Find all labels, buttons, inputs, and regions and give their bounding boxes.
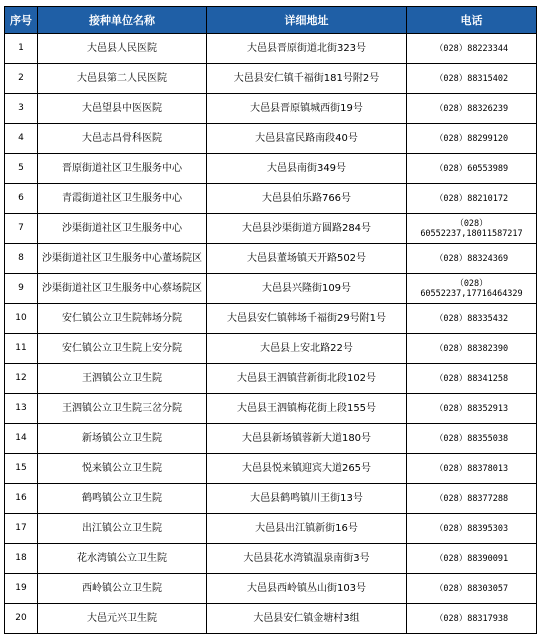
table-row [5,184,537,214]
cell-phone: （028）88324369 [407,244,537,274]
cell-address: 大邑县安仁镇韩场千福街29号附1号 [207,304,407,334]
header-site-name: 接种单位名称 [38,7,207,34]
cell-site-name: 王泗镇公立卫生院三岔分院 [38,394,207,424]
cell-address: 大邑县王泗镇营新街北段102号 [207,364,407,394]
cell-serial-number: 9 [5,274,38,304]
cell-address: 大邑县王泗镇梅花街上段155号 [207,394,407,424]
cell-phone: （028）88378013 [407,454,537,484]
cell-site-name: 出江镇公立卫生院 [38,514,207,544]
cell-serial-number: 12 [5,364,38,394]
cell-address: 大邑县悦来镇迎宾大道265号 [207,454,407,484]
cell-phone: （028）88210172 [407,184,537,214]
cell-serial-number: 13 [5,394,38,424]
table-row [5,514,537,544]
cell-site-name: 王泗镇公立卫生院 [38,364,207,394]
cell-serial-number: 17 [5,514,38,544]
cell-phone: （028）88315402 [407,64,537,94]
cell-phone: （028）88303057 [407,574,537,604]
cell-serial-number: 20 [5,604,38,634]
table-row [5,154,537,184]
table-row [5,454,537,484]
cell-serial-number: 15 [5,454,38,484]
cell-address: 大邑县沙渠街道方圆路284号 [207,214,407,244]
cell-address: 大邑县花水湾镇温泉南街3号 [207,544,407,574]
cell-site-name: 大邑元兴卫生院 [38,604,207,634]
table-row [5,274,537,304]
table-row [5,244,537,274]
table-row [5,124,537,154]
cell-site-name: 新场镇公立卫生院 [38,424,207,454]
cell-address: 大邑县晋原街道北街323号 [207,34,407,64]
cell-address: 大邑县安仁镇千福街181号附2号 [207,64,407,94]
cell-serial-number: 16 [5,484,38,514]
cell-phone: （028）88355038 [407,424,537,454]
header-serial-number: 序号 [5,7,38,34]
table-row [5,604,537,634]
cell-address: 大邑县安仁镇金塘村3组 [207,604,407,634]
cell-serial-number: 1 [5,34,38,64]
cell-serial-number: 8 [5,244,38,274]
cell-site-name: 鹤鸣镇公立卫生院 [38,484,207,514]
table-row [5,484,537,514]
cell-address: 大邑县出江镇新街16号 [207,514,407,544]
cell-site-name: 大邑望县中医医院 [38,94,207,124]
table-row [5,574,537,604]
cell-serial-number: 7 [5,214,38,244]
cell-site-name: 大邑县第二人民医院 [38,64,207,94]
cell-phone: （028）88317938 [407,604,537,634]
cell-address: 大邑县富民路南段40号 [207,124,407,154]
cell-serial-number: 11 [5,334,38,364]
cell-address: 大邑县鹤鸣镇川王街13号 [207,484,407,514]
cell-serial-number: 6 [5,184,38,214]
table-row [5,544,537,574]
cell-serial-number: 19 [5,574,38,604]
table-header [5,7,537,34]
cell-phone: （028）88395303 [407,514,537,544]
cell-address: 大邑县兴隆街109号 [207,274,407,304]
table-row [5,424,537,454]
cell-phone: （028）88377288 [407,484,537,514]
cell-phone: （028）88352913 [407,394,537,424]
table-row [5,334,537,364]
cell-phone: （028）60553989 [407,154,537,184]
cell-phone: （028）88390091 [407,544,537,574]
table-row [5,394,537,424]
cell-site-name: 西岭镇公立卫生院 [38,574,207,604]
cell-address: 大邑县西岭镇丛山街103号 [207,574,407,604]
cell-site-name: 大邑志昌骨科医院 [38,124,207,154]
cell-site-name: 悦来镇公立卫生院 [38,454,207,484]
cell-phone: （028）88335432 [407,304,537,334]
cell-phone: （028）88341258 [407,364,537,394]
vaccination-sites-table-container [4,6,536,634]
cell-site-name: 安仁镇公立卫生院上安分院 [38,334,207,364]
header-row [5,7,537,34]
cell-address: 大邑县新场镇蓉新大道180号 [207,424,407,454]
cell-phone: （028）88223344 [407,34,537,64]
table-row [5,304,537,334]
table-row [5,64,537,94]
cell-address: 大邑县伯乐路766号 [207,184,407,214]
cell-address: 大邑县上安北路22号 [207,334,407,364]
table-row [5,214,537,244]
cell-phone: （028）88326239 [407,94,537,124]
cell-site-name: 青霞街道社区卫生服务中心 [38,184,207,214]
cell-phone: （028）60552237,17716464329 [407,274,537,304]
cell-serial-number: 10 [5,304,38,334]
cell-address: 大邑县晋原镇城西街19号 [207,94,407,124]
header-address: 详细地址 [207,7,407,34]
table-row [5,364,537,394]
table-row [5,94,537,124]
table-body [5,34,537,634]
cell-site-name: 大邑县人民医院 [38,34,207,64]
cell-site-name: 晋原街道社区卫生服务中心 [38,154,207,184]
cell-serial-number: 2 [5,64,38,94]
cell-site-name: 安仁镇公立卫生院韩场分院 [38,304,207,334]
cell-serial-number: 14 [5,424,38,454]
cell-serial-number: 5 [5,154,38,184]
table-row [5,34,537,64]
vaccination-sites-table [4,6,537,634]
cell-phone: （028）88382390 [407,334,537,364]
cell-address: 大邑县董场镇天开路502号 [207,244,407,274]
cell-site-name: 沙渠街道社区卫生服务中心 [38,214,207,244]
cell-site-name: 沙渠街道社区卫生服务中心董场院区 [38,244,207,274]
header-phone: 电话 [407,7,537,34]
cell-phone: （028）88299120 [407,124,537,154]
cell-serial-number: 3 [5,94,38,124]
cell-phone: （028）60552237,18011587217 [407,214,537,244]
cell-address: 大邑县南街349号 [207,154,407,184]
cell-site-name: 花水湾镇公立卫生院 [38,544,207,574]
cell-site-name: 沙渠街道社区卫生服务中心蔡场院区 [38,274,207,304]
cell-serial-number: 18 [5,544,38,574]
cell-serial-number: 4 [5,124,38,154]
